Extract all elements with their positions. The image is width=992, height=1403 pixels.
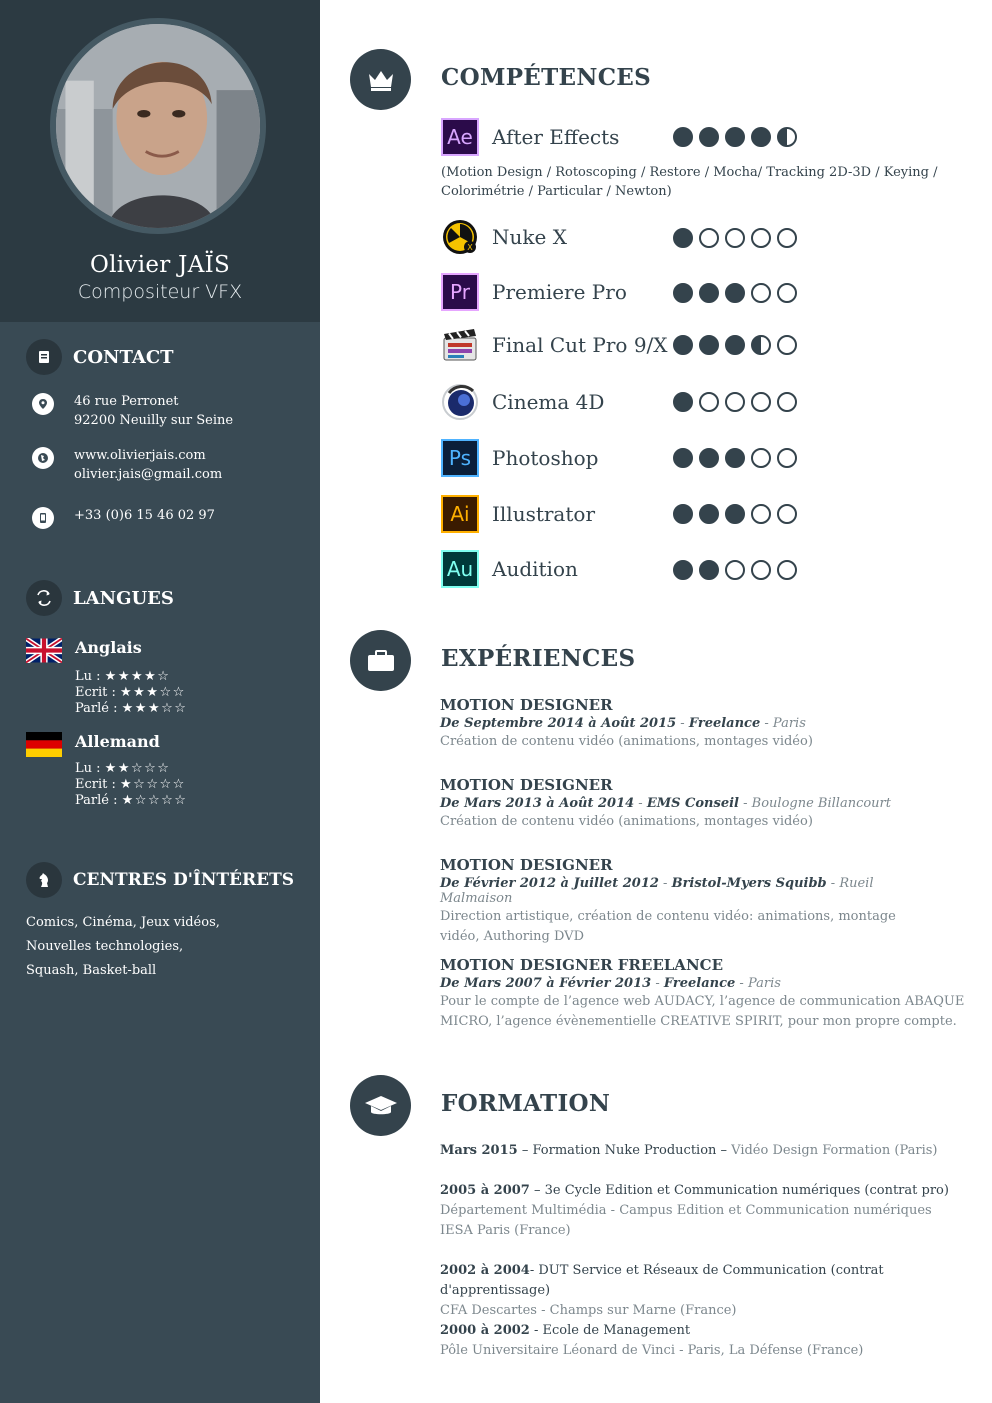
experience-title: MOTION DESIGNER FREELANCE [440, 956, 724, 974]
write-stars: ★★★☆☆ [120, 685, 186, 700]
read-stars: ★★★★☆ [104, 669, 171, 684]
graduation-cap-icon [350, 1075, 411, 1136]
experience-item [440, 776, 985, 832]
rating-dot [725, 335, 745, 355]
speak-stars: ★☆☆☆☆ [121, 793, 188, 808]
rating-dot [699, 127, 719, 147]
skill-name: Premiere Pro [492, 280, 627, 304]
final-cut-pro-logo-icon [441, 326, 479, 364]
experience-period: De Février 2012 à Juillet 2012 [440, 876, 659, 891]
crown-icon [350, 49, 411, 110]
premiere-pro-logo-icon: Pr [441, 273, 479, 311]
education-item [440, 1321, 985, 1361]
speak-label: Parlé : [75, 701, 118, 716]
rating-dot [673, 283, 693, 303]
education-course: DUT Service et Réseaux de Communication (contrat d'apprentissage) [440, 1263, 884, 1298]
read-label: Lu : [75, 761, 101, 776]
skill-name: Illustrator [492, 502, 595, 526]
rating-dot [777, 283, 797, 303]
education-detail: Département Multimédia - Campus Edition et Communication numériques [440, 1203, 932, 1218]
rating-dot [699, 560, 719, 580]
rating-dot [699, 283, 719, 303]
rating-dot [751, 127, 771, 147]
rating-dot [725, 504, 745, 524]
education-date: 2000 à 2002 [440, 1323, 530, 1338]
experience-description: Pour le compte de l’agence web AUDACY, l’agence de communication ABAQUE MICRO, l’agence évènementielle CREATIVE SPIRIT, pour mon propre compte. [440, 994, 965, 1029]
rating-dot [751, 504, 771, 524]
profile-header [0, 0, 320, 322]
sidebar [0, 0, 320, 1403]
contact-web [32, 446, 222, 484]
experience-item [440, 956, 985, 1032]
skill-rating [673, 560, 803, 580]
svg-text:X: X [467, 243, 473, 252]
contact-phone [32, 506, 215, 529]
location-pin-icon [32, 393, 54, 415]
phone-icon [32, 507, 54, 529]
experience-description: Création de contenu vidéo (animations, montages vidéo) [440, 814, 813, 829]
email-link[interactable]: olivier.jais@gmail.com [74, 467, 223, 482]
education-item [440, 1181, 985, 1241]
contact-book-icon [26, 339, 62, 375]
language-name: Allemand [75, 732, 160, 751]
experience-company: EMS Conseil [646, 796, 739, 811]
rating-dot [673, 127, 693, 147]
contact-title: CONTACT [73, 346, 174, 368]
education-course: 3e Cycle Edition et Communication numériques (contrat pro) [544, 1183, 949, 1198]
read-stars: ★★☆☆☆ [104, 761, 171, 776]
rating-dot [725, 392, 745, 412]
rating-dot [673, 392, 693, 412]
skill-item [441, 218, 567, 256]
skill-rating [673, 504, 803, 524]
experience-period: De Mars 2007 à Février 2013 [440, 976, 652, 991]
skill-item [441, 439, 599, 477]
read-label: Lu : [75, 669, 101, 684]
phone-number[interactable]: +33 (0)6 15 46 02 97 [74, 508, 215, 523]
education-separator: - [529, 1263, 539, 1278]
rating-dot [751, 560, 771, 580]
rating-dot [673, 504, 693, 524]
experience-period: De Mars 2013 à Août 2014 [440, 796, 635, 811]
skill-name: Final Cut Pro 9/X [492, 333, 668, 357]
briefcase-icon [350, 630, 411, 691]
interests-line: Squash, Basket-ball [26, 963, 157, 978]
education-item [440, 1261, 985, 1321]
rating-dot [673, 448, 693, 468]
experience-title: MOTION DESIGNER [440, 776, 613, 794]
education-course: Formation Nuke Production [532, 1143, 717, 1158]
experience-meta: De Février 2012 à Juillet 2012 - Bristol-Myers Squibb - Rueil Malmaison [440, 876, 874, 906]
profile-name: Olivier JAÏS [89, 252, 231, 278]
experience-description: Création de contenu vidéo (animations, montages vidéo) [440, 734, 813, 749]
experience-item [440, 856, 930, 947]
skill-rating [673, 127, 803, 147]
education-separator: – [716, 1143, 732, 1158]
languages-heading [26, 580, 174, 616]
chess-knight-icon [26, 862, 62, 898]
education-detail: IESA Paris (France) [440, 1223, 571, 1238]
experience-company: Freelance [663, 976, 736, 991]
skill-name: Photoshop [492, 446, 599, 470]
rating-dot [751, 448, 771, 468]
experience-location: Boulogne Billancourt [751, 796, 891, 811]
germany-flag-icon [26, 732, 62, 757]
rating-dot [751, 335, 771, 355]
rating-dot [673, 335, 693, 355]
rating-dot [725, 283, 745, 303]
globe-icon [32, 447, 54, 469]
interests-heading [26, 862, 294, 898]
skill-item [441, 118, 620, 156]
education-course: Ecole de Management [542, 1323, 691, 1338]
skill-name: After Effects [492, 125, 620, 149]
education-detail: CFA Descartes - Champs sur Marne (France) [440, 1303, 737, 1318]
experience-title: MOTION DESIGNER [440, 696, 613, 714]
education-title: FORMATION [441, 1090, 611, 1117]
contact-heading [26, 339, 174, 375]
education-separator: – [529, 1183, 545, 1198]
experience-period: De Septembre 2014 à Août 2015 [440, 716, 677, 731]
interests-title: CENTRES D'ÎNTÉRETS [73, 870, 295, 890]
education-detail: Pôle Universitaire Léonard de Vinci - Paris, La Défense (France) [440, 1343, 864, 1358]
rating-dot [777, 335, 797, 355]
write-stars: ★☆☆☆☆ [120, 777, 186, 792]
experience-description: Direction artistique, création de contenu vidéo: animations, montage vidéo, Authoring DVD [440, 909, 896, 944]
audition-logo-icon: Au [441, 550, 479, 588]
interests-list [26, 911, 306, 983]
interests-line: Comics, Cinéma, Jeux vidéos, [26, 915, 220, 930]
skill-item [441, 495, 595, 533]
skill-item [441, 550, 578, 588]
rating-dot [777, 228, 797, 248]
experiences-title: EXPÉRIENCES [441, 645, 636, 672]
rating-dot [725, 228, 745, 248]
rating-dot [777, 448, 797, 468]
experience-meta: De Septembre 2014 à Août 2015 - Freelance - Paris [440, 716, 806, 731]
skill-name: Nuke X [492, 225, 567, 249]
skill-name: Audition [492, 557, 578, 581]
experience-item [440, 696, 985, 752]
rating-dot [777, 392, 797, 412]
experience-title: MOTION DESIGNER [440, 856, 613, 874]
education-separator: - [529, 1323, 543, 1338]
rating-dot [777, 127, 797, 147]
rating-dot [725, 448, 745, 468]
profile-photo [50, 18, 266, 234]
profile-photo-image [56, 24, 260, 228]
rating-dot [777, 504, 797, 524]
write-label: Ecrit : [75, 685, 116, 700]
experience-meta: De Mars 2013 à Août 2014 - EMS Conseil - Boulogne Billancourt [440, 796, 891, 811]
skill-item [441, 326, 668, 364]
rating-dot [751, 228, 771, 248]
skills-title: COMPÉTENCES [441, 64, 652, 91]
education-date: Mars 2015 [440, 1143, 518, 1158]
rating-dot [673, 560, 693, 580]
experience-location: Paris [772, 716, 806, 731]
website-link[interactable]: www.olivierjais.com [74, 448, 206, 463]
skill-item [441, 383, 605, 421]
rating-dot [673, 228, 693, 248]
rating-dot [699, 504, 719, 524]
skill-rating [673, 448, 803, 468]
interests-line: Nouvelles technologies, [26, 939, 184, 954]
write-label: Ecrit : [75, 777, 116, 792]
education-item [440, 1141, 985, 1161]
experience-location: Paris [747, 976, 781, 991]
education-date: 2005 à 2007 [440, 1183, 530, 1198]
after-effects-details: (Motion Design / Rotoscoping / Restore / Mocha/ Tracking 2D-3D / Keying / Colorimétrie / Particular / Newton) [441, 165, 938, 199]
profile-job-title: Compositeur VFX [77, 281, 243, 303]
speak-label: Parlé : [75, 793, 118, 808]
experience-location: Rueil Malmaison [440, 876, 874, 906]
education-separator: – [517, 1143, 533, 1158]
rating-dot [751, 283, 771, 303]
nuke-logo-icon [441, 218, 479, 256]
experience-company: Freelance [688, 716, 761, 731]
language-levels [75, 669, 187, 717]
skill-rating [673, 228, 803, 248]
address-line-1: 46 rue Perronet [74, 394, 179, 409]
skill-rating [673, 392, 803, 412]
language-name: Anglais [75, 638, 142, 657]
skill-rating [673, 335, 803, 355]
experience-company: Bristol-Myers Squibb [671, 876, 827, 891]
rating-dot [699, 448, 719, 468]
rating-dot [777, 560, 797, 580]
after-effects-logo-icon: Ae [441, 118, 479, 156]
language-levels [75, 761, 187, 809]
speak-stars: ★★★☆☆ [121, 701, 188, 716]
cinema-4d-logo-icon [441, 383, 479, 421]
illustrator-logo-icon: Ai [441, 495, 479, 533]
rating-dot [699, 392, 719, 412]
address-line-2: 92200 Neuilly sur Seine [74, 413, 234, 428]
uk-flag-icon [26, 638, 62, 663]
education-school: Vidéo Design Formation (Paris) [731, 1143, 938, 1158]
rating-dot [725, 127, 745, 147]
languages-title: LANGUES [73, 587, 174, 609]
photoshop-logo-icon: Ps [441, 439, 479, 477]
contact-address [32, 392, 233, 430]
skill-name: Cinema 4D [492, 390, 605, 414]
experience-meta: De Mars 2007 à Février 2013 - Freelance - Paris [440, 976, 781, 991]
translate-icon [26, 580, 62, 616]
skill-item [441, 273, 627, 311]
rating-dot [751, 392, 771, 412]
rating-dot [699, 335, 719, 355]
rating-dot [699, 228, 719, 248]
skill-rating [673, 283, 803, 303]
rating-dot [725, 560, 745, 580]
education-date: 2002 à 2004 [440, 1263, 530, 1278]
